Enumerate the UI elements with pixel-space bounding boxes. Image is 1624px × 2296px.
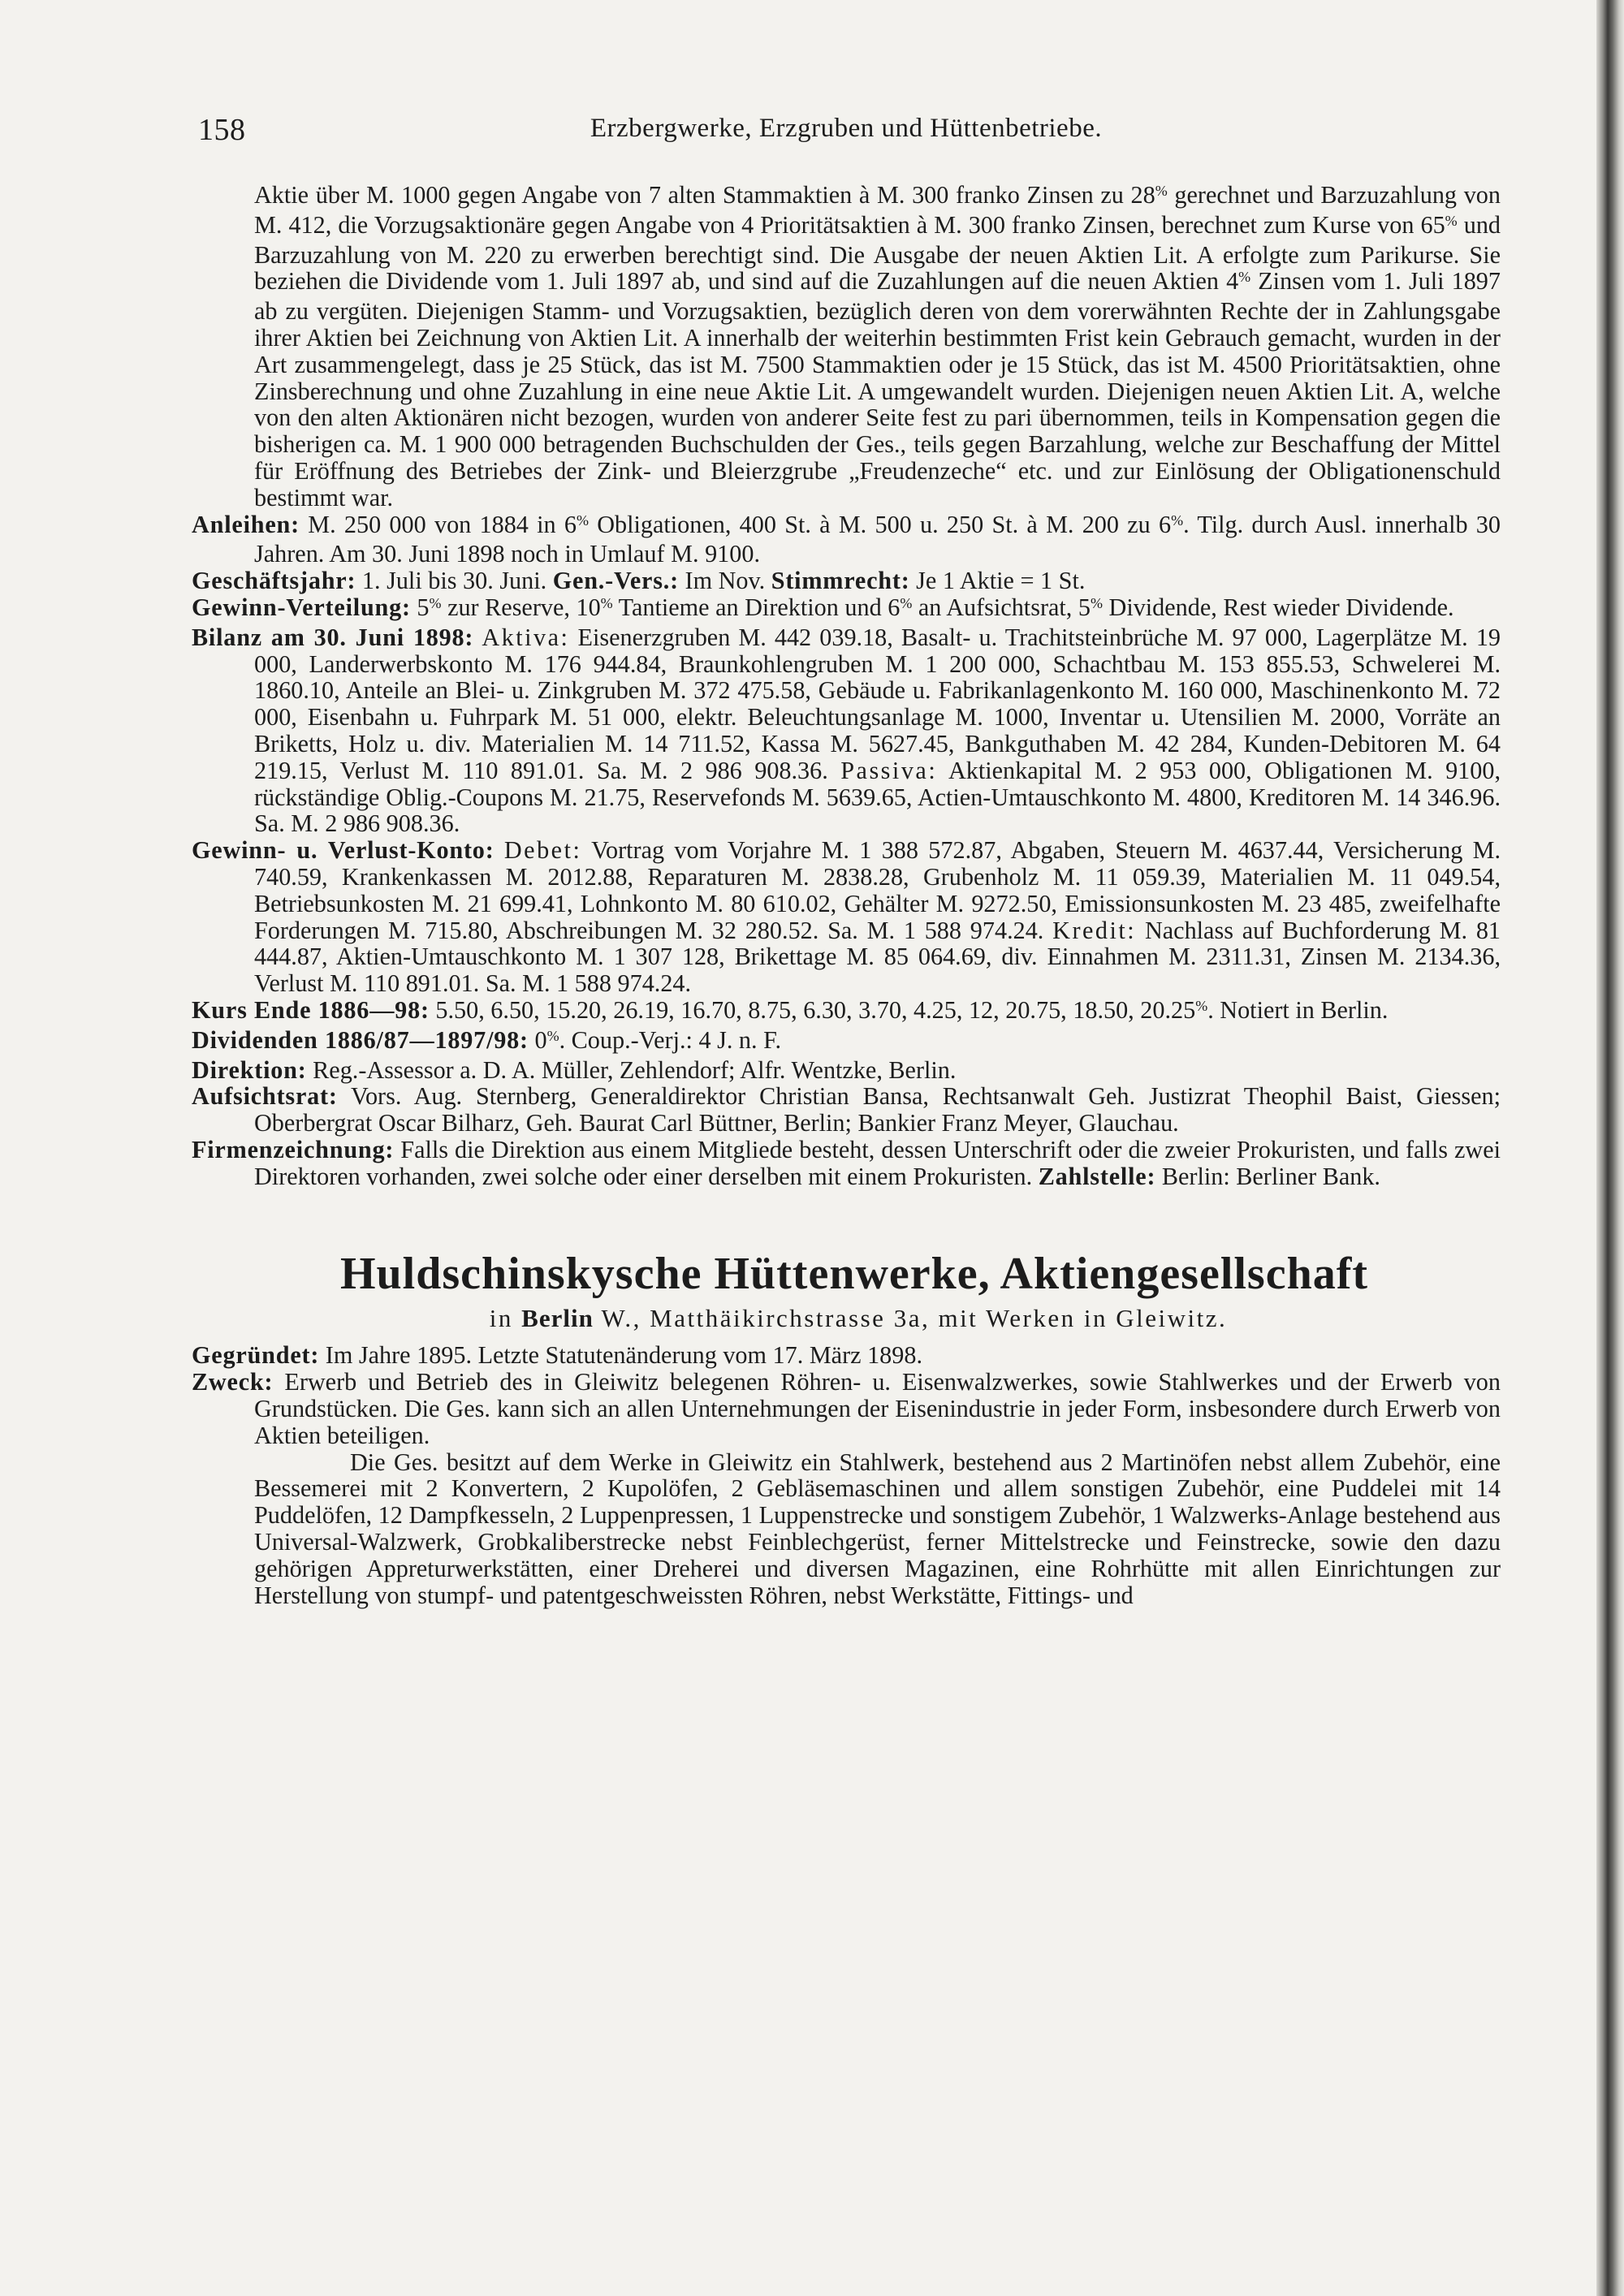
firmenzeichnung-entry: Firmenzeichnung: Falls die Direktion aus einem Mitgliede besteht, dessen Unterschrift oder die zweier Prokuristen, und falls zwei Direktoren vorhanden, zwei solche oder einer derselben mit einem Prokuristen. Zahlstelle: Berlin: Berliner Bank. bbox=[192, 1135, 1501, 1190]
gegruendet-entry: Gegründet: Im Jahre 1895. Letzte Statutenänderung vom 17. März 1898. bbox=[192, 1341, 922, 1370]
kurs-entry: Kurs Ende 1886—98: 5.50, 6.50, 15.20, 26.19, 16.70, 8.75, 6.30, 3.70, 4.25, 12, 20.75, 18.50, 20.25%. Notiert in Berlin. bbox=[192, 995, 1389, 1024]
dividenden-entry: Dividenden 1886/87—1897/98: 0%. Coup.-Verj.: 4 J. n. F. bbox=[192, 1025, 782, 1054]
page-body bbox=[192, 182, 1501, 1608]
company-title: Huldschinskysche Hüttenwerke, Aktiengesellschaft bbox=[339, 1249, 1369, 1300]
page-header bbox=[192, 112, 1501, 153]
running-title: Erzbergwerke, Erzgruben und Hüttenbetriebe. bbox=[590, 114, 1103, 143]
anleihen-entry: Anleihen: M. 250 000 von 1884 in 6% Obligationen, 400 St. à M. 500 u. 250 St. à M. 200 zu 6%. Tilg. durch Ausl. innerhalb 30 Jahren. Am 30. Juni 1898 noch in Umlauf M. 9100. bbox=[192, 510, 1501, 568]
gewinnverteilung-entry: Gewinn-Verteilung: 5% zur Reserve, 10% Tantieme an Direktion und 6% an Aufsichtsrat, 5% Dividende, Rest wieder Dividende. bbox=[192, 593, 1454, 621]
zweck-entry: Zweck: Erwerb und Betrieb des in Gleiwitz belegenen Röhren- u. Eisenwalzwerkes, sowie Stahlwerkes und der Erwerb von Grundstücken. Die Ges. kann sich an allen Unternehmungen der Eisenindustrie in jeder Form, insbesondere durch Erwerb von Aktien beteiligen. bbox=[192, 1368, 1501, 1449]
anleihen-label: Anleihen: bbox=[192, 510, 300, 538]
geschaeftsjahr-entry: Geschäftsjahr: 1. Juli bis 30. Juni. Gen.-Vers.: Im Nov. Stimmrecht: Je 1 Aktie = 1 St. bbox=[192, 567, 1086, 595]
continuation-paragraph: Aktie über M. 1000 gegen Angabe von 7 alten Stammaktien à M. 300 franko Zinsen zu 28% gerechnet und Barzuzahlung von M. 412, die Vorzugsaktionäre gegen Angabe von 4 Prioritätsaktien à M. 300 franko Zinsen, berechnet zum Kurse von 65% und Barzuzahlung von M. 220 zu erwerben berechtigt sind. Die Ausgabe der neuen Aktien Lit. A erfolgte zum Parikurse. Sie beziehen die Dividende vom 1. Juli 1897 ab, und sind auf die Zuzahlungen auf die neuen Aktien 4% Zinsen vom 1. Juli 1897 ab zu vergüten. Diejenigen Stamm- und Vorzugsaktien, bezüglich deren von dem vorerwähnten Rechte der in Zahlungsgabe ihrer Aktien bei Zeichnung von Aktien Lit. A innerhalb der weiterhin bestimmten Frist kein Gebrauch gemacht, wurden in der Art zusammengelegt, dass je 25 Stück, das ist M. 7500 Stammaktien oder je 15 Stück, das ist M. 4500 Prioritätsaktien, ohne Zinsberechnung und ohne Zuzahlung in eine neue Aktie Lit. A umgewandelt wurden. Diejenigen neuen Aktien Lit. A, welche von den alten Aktionären nicht bezogen, wurden von anderer Seite fest zu pari übernommen, teils in Kompensation gegen die bisherigen ca. M. 1 900 000 betragenden Buchschulden der Ges., teils gegen Barzahlung, welche zur Beschaffung der Mittel für Eröffnung des Betriebes der Zink- und Bleierzgrube „Freudenzeche“ etc. und zur Einlösung der Obligationenschuld bestimmt war. bbox=[254, 181, 1501, 511]
section-gap bbox=[192, 1189, 1501, 1246]
zweck-paragraph-2: Die Ges. besitzt auf dem Werke in Gleiwitz ein Stahlwerk, bestehend aus 2 Martinöfen nebst allem Zubehör, eine Bessemerei mit 2 Konvertern, 2 Kupolöfen, 2 Gebläsemaschinen und allem sonstigen Zubehör, eine Puddelei mit 14 Puddelöfen, 12 Dampfkesseln, 2 Luppenpressen, 1 Luppenstrecke und sonstigem Zubehör, 1 Walzwerks-Anlage bestehend aus Universal-Walzwerk, Grobkaliberstrecke nebst Feinblechgerüst, ferner Mittelstrecke und Feinstrecke, sowie den dazu gehörigen Appreturwerkstätten, einer Dreherei und diversen Magazinen, eine Rohrhütte mit allen Einrichtungen zur Herstellung von stumpf- und patentgeschweissten Röhren, nebst Werkstätte, Fittings- und bbox=[254, 1448, 1501, 1609]
page-edge-shadow bbox=[1596, 0, 1624, 2296]
page-number: 158 bbox=[198, 113, 246, 147]
company-location: in Berlin W., Matthäikirchstrasse 3a, mit Werken in Gleiwitz. bbox=[489, 1304, 1228, 1333]
guv-entry: Gewinn- u. Verlust-Konto: Debet: Vortrag vom Vorjahre M. 1 388 572.87, Abgaben, Steuern M. 4637.44, Versicherung M. 740.59, Krankenkassen M. 2012.88, Reparaturen M. 2838.28, Grubenholz M. 11 059.39, Materialien M. 11 049.54, Betriebsunkosten M. 21 699.41, Lohnkonto M. 80 610.02, Gehälter M. 9272.50, Emissionsunkosten M. 23 485, zweifelhafte Forderungen M. 715.80, Abschreibungen M. 32 280.52. Sa. M. 1 588 974.24. Kredit: Nachlass auf Buchforderung M. 81 444.87, Aktien-Umtauschkonto M. 1 307 128, Brikettage M. 85 064.69, div. Einnahmen M. 2311.31, Zinsen M. 2134.36, Verlust M. 110 891.01. Sa. M. 1 588 974.24. bbox=[192, 836, 1501, 998]
bilanz-entry: Bilanz am 30. Juni 1898: Aktiva: Eisenerzgruben M. 442 039.18, Basalt- u. Trachitsteinbrüche M. 97 000, Lagerplätze M. 19 000, Landerwerbskonto M. 176 944.84, Braunkohlengruben M. 1 200 000, Schachtbau M. 153 855.53, Schwelerei M. 1860.10, Anteile an Blei- u. Zinkgruben M. 372 475.58, Gebäude u. Fabrikanlagenkonto M. 160 000, Maschinenkonto M. 72 000, Eisenbahn u. Fuhrpark M. 51 000, elektr. Beleuchtungsanlage M. 1000, Inventar u. Utensilien M. 2000, Vorräte an Briketts, Holz u. div. Materialien M. 14 711.52, Kassa M. 5627.45, Bankguthaben M. 42 284, Kunden-Debitoren M. 64 219.15, Verlust M. 110 891.01. Sa. M. 2 986 908.36. Passiva: Aktienkapital M. 2 953 000, Obligationen M. 9100, rückständige Oblig.-Coupons M. 21.75, Reservefonds M. 5639.65, Actien-Umtauschkonto M. 4800, Kreditoren M. 14 346.96. Sa. M. 2 986 908.36. bbox=[192, 623, 1501, 838]
direktion-entry: Direktion: Reg.-Assessor a. D. A. Müller, Zehlendorf; Alfr. Wentzke, Berlin. bbox=[192, 1055, 957, 1084]
aufsichtsrat-entry: Aufsichtsrat: Vors. Aug. Sternberg, Generaldirektor Christian Bansa, Rechtsanwalt Geh. Justizrat Theophil Baist, Giessen; Oberbergrat Oscar Bilharz, Geh. Baurat Carl Büttner, Berlin; Bankier Franz Meyer, Glauchau. bbox=[192, 1082, 1501, 1137]
